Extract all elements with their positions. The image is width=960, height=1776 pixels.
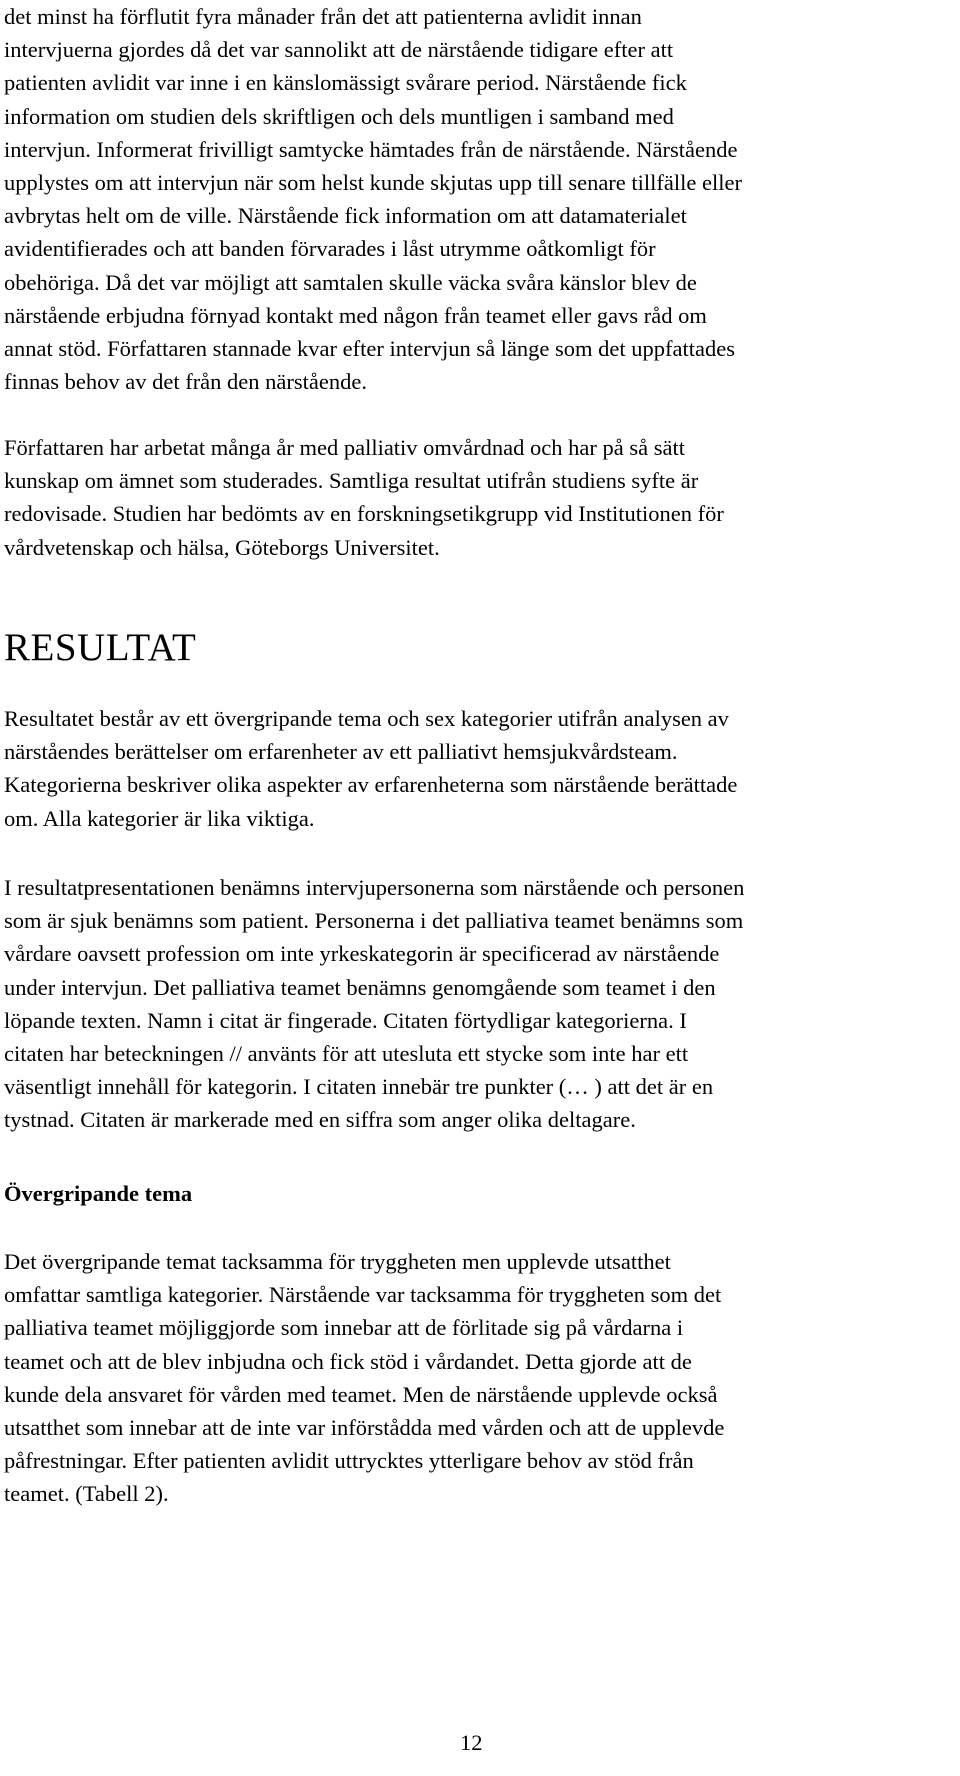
text-line: Det övergripande temat tacksamma för tryggheten men upplevde utsatthet bbox=[4, 1249, 671, 1274]
text-line: upplystes om att intervjun när som helst kunde skjutas upp till senare tillfälle eller bbox=[4, 170, 742, 196]
text-line: avidentifierades och att banden förvarades i låst utrymme oåtkomligt för bbox=[4, 236, 656, 262]
text-line: närstående erbjudna förnyad kontakt med någon från teamet eller gavs råd om bbox=[4, 302, 707, 328]
text-line: tystnad. Citaten är markerade med en siffra som anger olika deltagare. bbox=[4, 1107, 636, 1133]
text-line: finnas behov av det från den närstående. bbox=[4, 369, 367, 395]
text-line: om. Alla kategorier är lika viktiga. bbox=[4, 805, 315, 831]
text-line: kunskap om ämnet som studerades. Samtliga resultat utifrån studiens syfte är bbox=[4, 468, 699, 494]
text-line: intervjun. Informerat frivilligt samtycke hämtades från de närstående. Närstående bbox=[4, 136, 738, 162]
paragraph-ethics bbox=[4, 0, 954, 398]
text-line: obehöriga. Då det var möjligt att samtalen skulle väcka svåra känslor blev de bbox=[4, 269, 697, 295]
text-line: avbrytas helt om de ville. Närstående fick information om att datamaterialet bbox=[4, 203, 687, 229]
text-line: citaten har beteckningen // använts för att utesluta ett stycke som inte har ett bbox=[4, 1041, 689, 1067]
text-line: teamet. (Tabell 2). bbox=[4, 1481, 169, 1507]
text-line: palliativa teamet möjliggjorde som innebar att de förlitade sig på vårdarna i bbox=[4, 1315, 684, 1341]
subheading-overgripande-tema: Övergripande tema bbox=[4, 1181, 193, 1206]
page-number: 12 bbox=[460, 1730, 483, 1755]
text-line: utsatthet som innebar att de inte var införstådda med vården och att de upplevde bbox=[4, 1415, 725, 1441]
text-line: kunde dela ansvaret för vården med teamet. Men de närstående upplevde också bbox=[4, 1381, 718, 1407]
text-line: I resultatpresentationen benämns intervjupersonerna som närstående och personen bbox=[4, 875, 745, 900]
text-line: information om studien dels skriftligen och dels muntligen i samband med bbox=[4, 103, 674, 129]
text-line: löpande texten. Namn i citat är fingerade. Citaten förtydligar kategorierna. I bbox=[4, 1007, 687, 1033]
text-line: Författaren har arbetat många år med palliativ omvårdnad och har på så sätt bbox=[4, 435, 685, 460]
text-line: teamet och att de blev inbjudna och fick stöd i vårdandet. Detta gjorde att de bbox=[4, 1348, 692, 1374]
text-line: redovisade. Studien har bedömts av en forskningsetikgrupp vid Institutionen för bbox=[4, 501, 724, 527]
text-line: vårdvetenskap och hälsa, Göteborgs Universitet. bbox=[4, 534, 440, 560]
text-line: patienten avlidit var inne i en känslomässigt svårare period. Närstående fick bbox=[4, 70, 687, 96]
text-line: under intervjun. Det palliativa teamet benämns genomgående som teamet i den bbox=[4, 974, 716, 1000]
section-heading-resultat: RESULTAT bbox=[4, 626, 197, 669]
text-line: annat stöd. Författaren stannade kvar efter intervjun så länge som det uppfattades bbox=[4, 336, 735, 362]
text-line: Resultatet består av ett övergripande tema och sex kategorier utifrån analysen av bbox=[4, 706, 729, 731]
text-line: påfrestningar. Efter patienten avlidit uttrycktes ytterligare behov av stöd från bbox=[4, 1448, 694, 1474]
text-line: väsentligt innehåll för kategorin. I citaten innebär tre punkter (… ) att det är en bbox=[4, 1074, 714, 1100]
text-line: som är sjuk benämns som patient. Personerna i det palliativa teamet benämns som bbox=[4, 908, 744, 934]
paragraph-presentation bbox=[4, 871, 954, 1137]
text-line: intervjuerna gjordes då det var sannolikt att de närstående tidigare efter att bbox=[4, 37, 674, 63]
text-line: det minst ha förflutit fyra månader från det att patienterna avlidit innan bbox=[4, 4, 642, 29]
text-line: närståendes berättelser om erfarenheter av ett palliativt hemsjukvårdsteam. bbox=[4, 739, 678, 765]
text-line: vårdare oavsett profession om inte yrkeskategorin är specificerad av närstående bbox=[4, 941, 720, 967]
paragraph-theme bbox=[4, 1245, 954, 1511]
text-line: omfattar samtliga kategorier. Närstående var tacksamma för tryggheten som det bbox=[4, 1282, 722, 1308]
paragraph-author bbox=[4, 431, 954, 564]
paragraph-result-intro bbox=[4, 702, 954, 835]
text-line: Kategorierna beskriver olika aspekter av erfarenheterna som närstående berättade bbox=[4, 772, 738, 798]
